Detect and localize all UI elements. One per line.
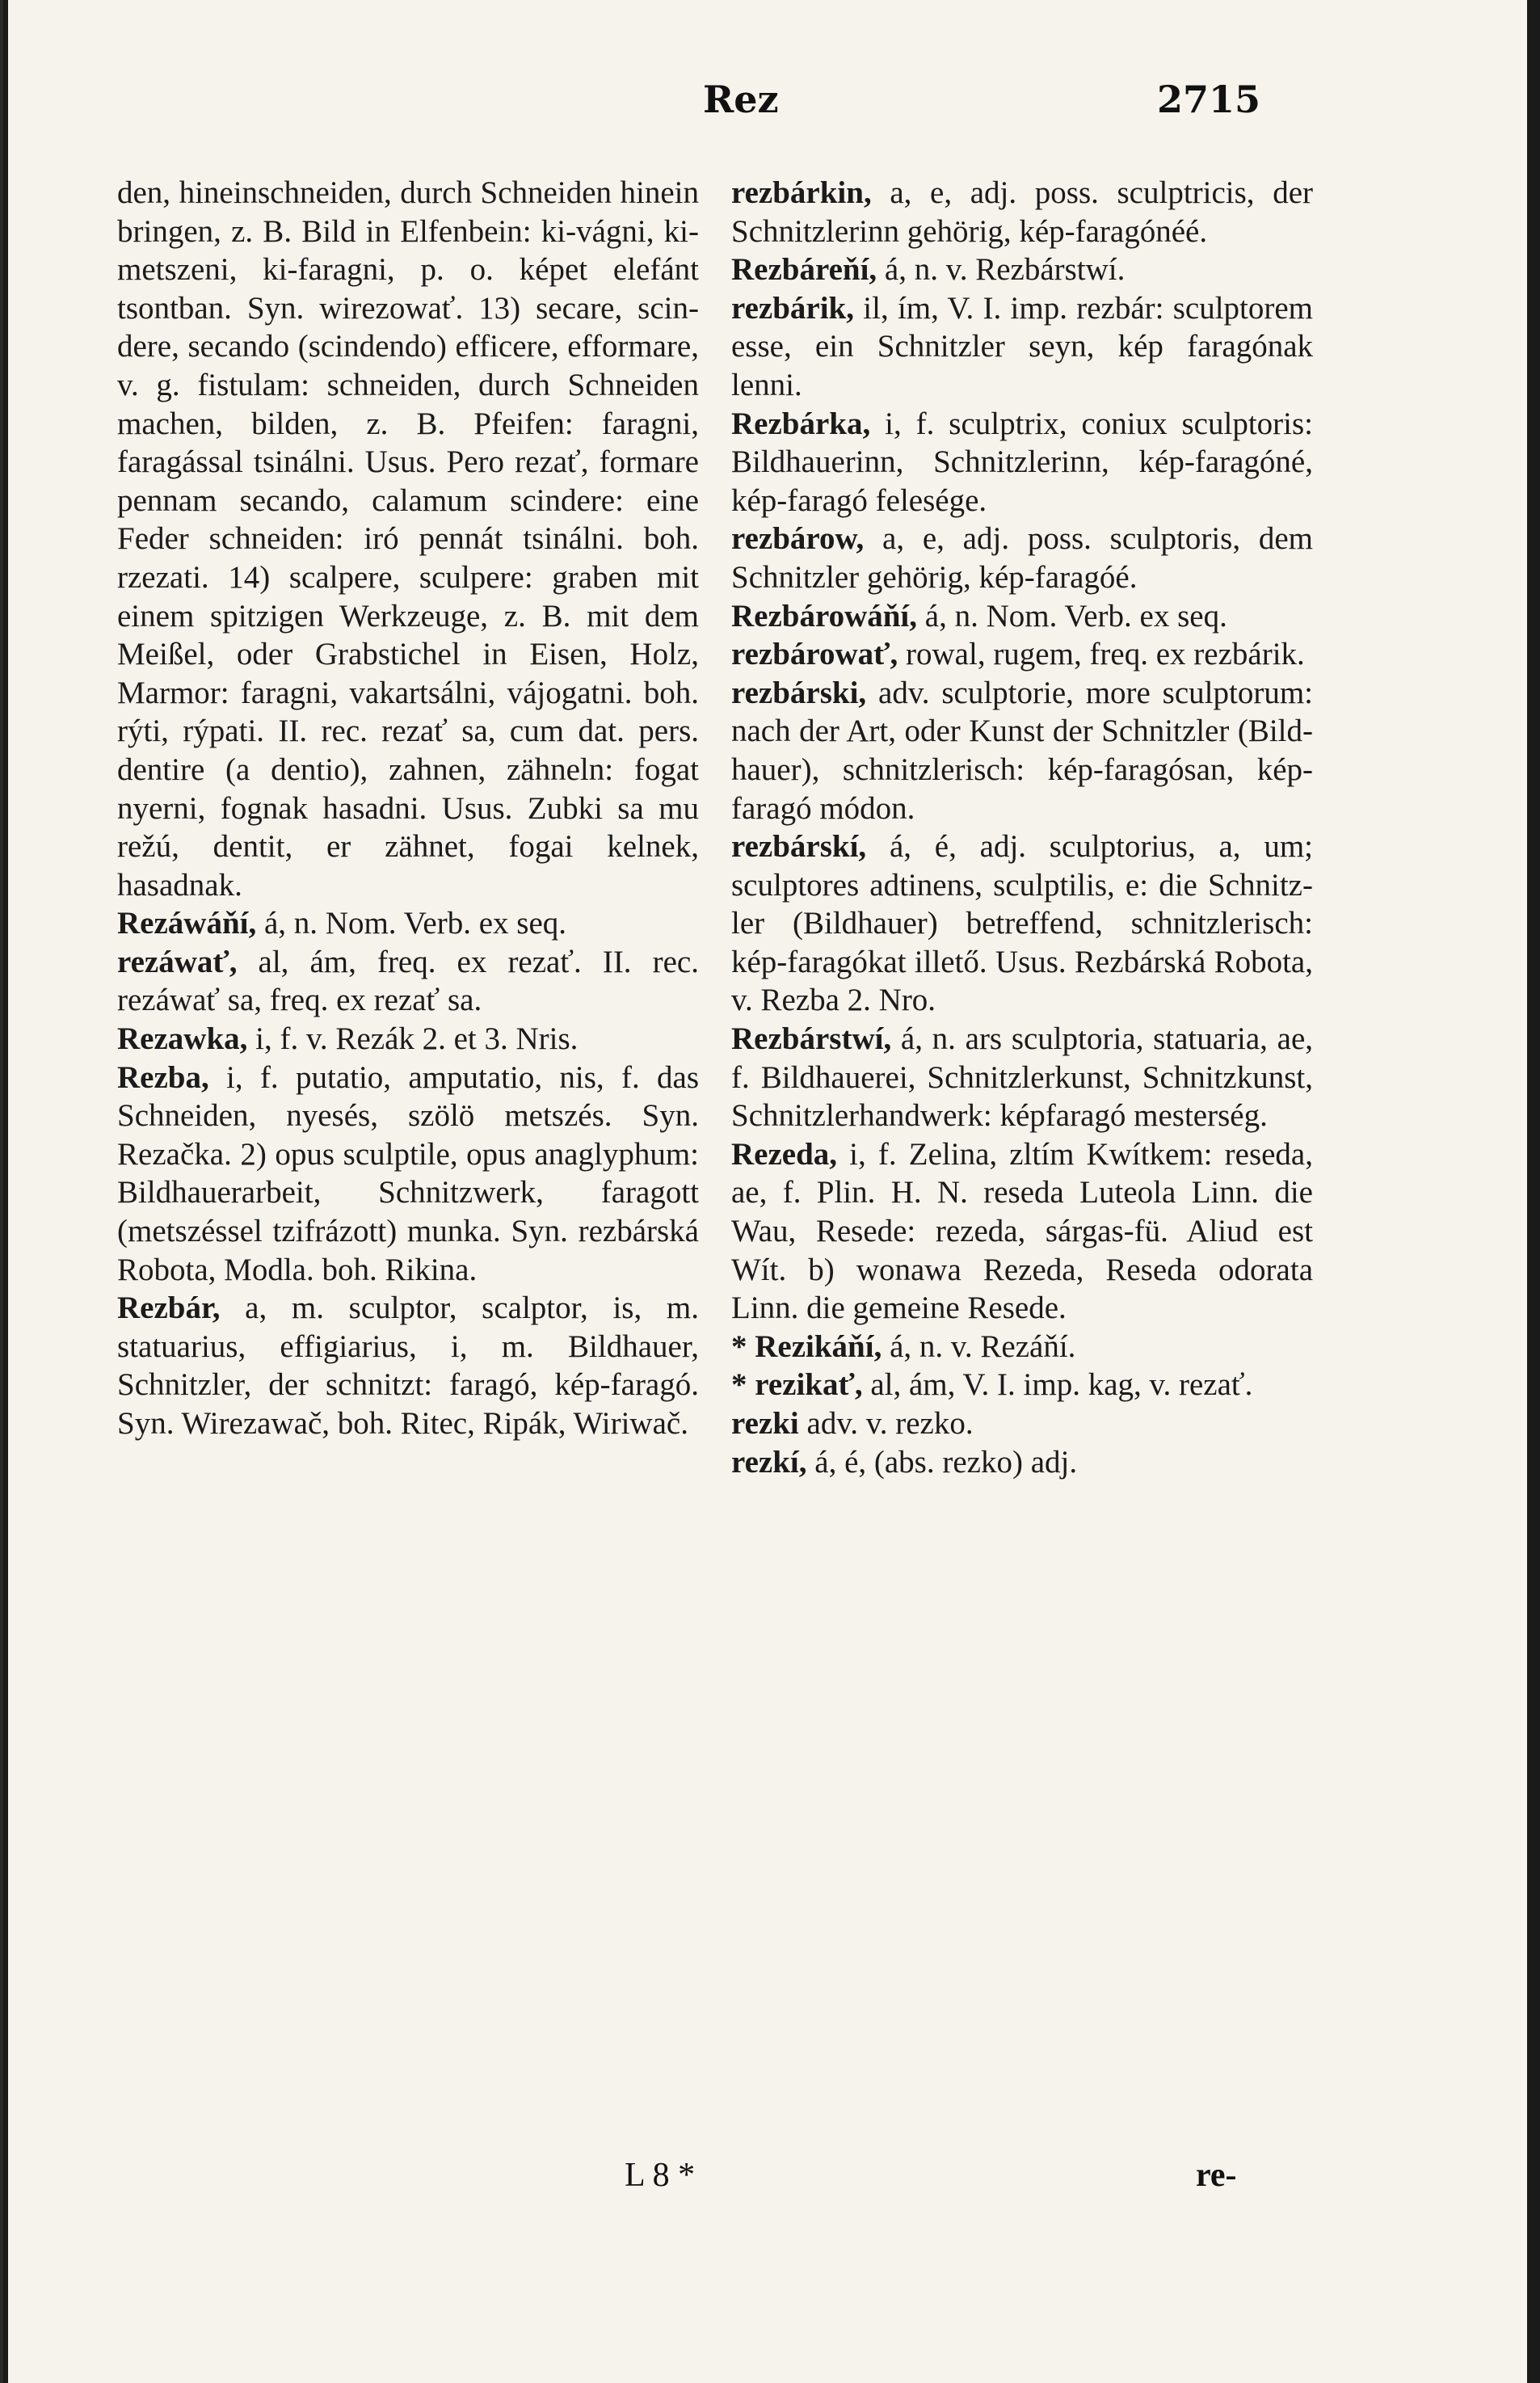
definition: á, n. v. Rezáňí.	[882, 1328, 1076, 1364]
headword: rezáwať,	[117, 944, 238, 979]
definition: á, n. ars sculptoria, statuaria, ae, f. Bildhauerei, Schnitzlerkunst, Schnitzkunst, Schnitzlerhandwerk: képfaragó mesterség.	[731, 1021, 1313, 1134]
definition: adv. v. rezko.	[798, 1406, 974, 1441]
definition: á, n. Nom. Verb. ex seq.	[256, 906, 567, 941]
headword: Rezbárstwí,	[731, 1021, 892, 1057]
signature-mark: L 8 *	[625, 2157, 696, 2194]
headword: * rezikať,	[731, 1367, 863, 1403]
definition: i, f. Zelina, zltím Kwítkem: reseda, ae, f. Plin. H. N. reseda Luteola Linn. die Wau, Resede: rezeda, sárgas-fü. Aliud est Wít. b) wonawa Rezeda, Reseda odorata Linn. die gemeine Resede.	[731, 1136, 1313, 1326]
definition: á, é, adj. sculptorius, a, um; sculptores adtinens, sculptilis, e: die Schnitzler (Bildhauer) betreffend, schnitzlerisch: kép-faragókat illető. Usus. Rezbárská Robota, v. Rezba 2. Nro.	[731, 829, 1313, 1018]
entry	[731, 1135, 1313, 1328]
headword: rezbárkin,	[731, 175, 872, 210]
definition: rowal, rugem, freq. ex rezbárik.	[898, 637, 1305, 672]
entry	[117, 943, 699, 1020]
headword: Rezba,	[117, 1059, 209, 1095]
definition: den, hineinschneiden, durch Schneiden hinein bringen, z. B. Bild in Elfenbein: ki-vágni, kimetszeni, ki-faragni, p. o. képet elefánt tsontban. Syn. wirezowať. 13) secare, scindere, secando (scindendo) efficere, efformare, v. g. fistulam: schneiden, durch Schneiden machen, bilden, z. B. Pfeifen: faragni, faragással tsinálni. Usus. Pero rezať, formare pennam secando, calamum scindere: eine Feder schneiden: iró pennát tsinálni. boh. rzezati. 14) scalpere, sculpere: graben mit einem spitzigen Werkzeuge, z. B. mit dem Meißel, oder Grabstichel in Eisen, Holz, Marmor: faragni, vakartsálni, vájogatni. boh. rýti, rýpati. II. rec. rezať sa, cum dat. pers. dentire (a dentio), zahnen, zähneln: fogat nyerni, fognak hasadni. Usus. Zubki sa mu režú, dentit, er zähnet, fogai kelnek, hasadnak.	[117, 175, 699, 903]
catchword: re-	[1196, 2157, 1237, 2194]
entry	[117, 1289, 699, 1442]
entry	[117, 1020, 699, 1059]
entry	[731, 635, 1313, 674]
headword: Rezbárka,	[731, 406, 871, 441]
right-column	[731, 174, 1313, 1481]
headword: Rezeda,	[731, 1136, 838, 1172]
headword: rezbárskí,	[731, 829, 867, 865]
headword: Rezbáreňí,	[731, 252, 877, 288]
entry	[731, 1404, 1313, 1443]
definition: a, m. sculptor, scalptor, is, m. statuarius, effigiarius, i, m. Bildhauer, Schnitzler, der schnitzt: faragó, kép-faragó. Syn. Wirezawač, boh. Ritec, Ripák, Wiriwač.	[117, 1290, 699, 1441]
entry	[117, 904, 699, 943]
entry	[731, 289, 1313, 405]
definition: il, ím, V. I. imp. rezbár: sculptorem esse, ein Schnitzler seyn, kép faragónak lenni.	[731, 290, 1313, 402]
headword: * Rezikáňí,	[731, 1328, 882, 1364]
entry	[731, 251, 1313, 289]
definition: a, e, adj. poss. sculptoris, dem Schnitzler gehörig, kép-faragóé.	[731, 521, 1313, 595]
headword: rezkí,	[731, 1444, 807, 1480]
book-spine-edge	[0, 0, 3, 2383]
definition: á, é, (abs. rezko) adj.	[806, 1444, 1078, 1480]
entry	[731, 1020, 1313, 1135]
headword: Rezbár,	[117, 1290, 221, 1326]
definition: al, ám, V. I. imp. kag, v. rezať.	[862, 1367, 1253, 1403]
entry	[731, 1366, 1313, 1404]
headword: Rezbárowáňí,	[731, 598, 918, 634]
entry	[731, 405, 1313, 520]
entry	[731, 597, 1313, 636]
entry	[731, 1443, 1313, 1482]
page-footer	[8, 2156, 1527, 2204]
headword: rezbárowať,	[731, 637, 898, 672]
definition: á, n. Nom. Verb. ex seq.	[917, 598, 1227, 634]
left-column	[117, 174, 699, 1443]
running-head: Rez	[703, 78, 779, 121]
entry	[731, 1328, 1313, 1366]
headword: Rezawka,	[117, 1021, 248, 1057]
definition: adv. sculptorie, more sculptorum: nach der Art, oder Kunst der Schnitzler (Bildhauer), schnitzlerisch: kép-faragósan, kép-faragó módon.	[731, 675, 1313, 826]
headword: rezbárik,	[731, 290, 855, 326]
page-number: 2715	[1156, 78, 1260, 121]
dictionary-page	[8, 0, 1527, 2383]
headword: Rezáwáňí,	[117, 906, 257, 941]
entry	[731, 674, 1313, 827]
definition: al, ám, freq. ex rezať. II. rec. rezáwať sa, freq. ex rezať sa.	[117, 944, 699, 1018]
headword: rezbárski,	[731, 675, 867, 710]
definition: i, f. sculptrix, coniux sculptoris: Bildhauerinn, Schnitzlerinn, kép-faragóné, kép-faragó felesége.	[731, 406, 1313, 518]
page-header	[8, 78, 1527, 142]
definition: á, n. v. Rezbárstwí.	[877, 252, 1126, 288]
entry	[731, 174, 1313, 251]
definition: i, f. putatio, amputatio, nis, f. das Schneiden, nyesés, szölö metszés. Syn. Rezačka. 2) opus sculptile, opus anaglyphum: Bildhauerarbeit, Schnitzwerk, faragott (metszéssel tzifrázott) munka. Syn. rezbárská Robota, Modla. boh. Rikina.	[117, 1059, 699, 1287]
entry	[117, 1059, 699, 1290]
entry	[117, 174, 699, 904]
entry	[731, 827, 1313, 1020]
headword: rezki	[731, 1406, 799, 1441]
definition: i, f. v. Rezák 2. et 3. Nris.	[247, 1021, 579, 1057]
entry	[731, 520, 1313, 596]
definition: a, e, adj. poss. sculptricis, der Schnitzlerinn gehörig, kép-faragónéé.	[731, 175, 1313, 249]
headword: rezbárow,	[731, 521, 865, 557]
